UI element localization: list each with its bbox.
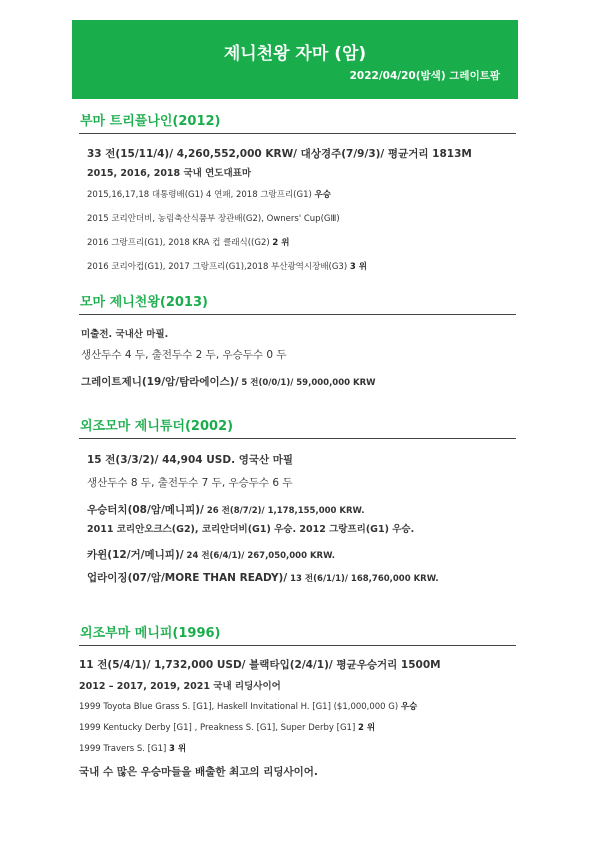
damsire-third: 1999 Travers S. [G1]	[79, 744, 167, 754]
damdam-p1-name: 우승터치(08/암/메니피)/	[87, 504, 204, 516]
damdam-p1-line	[87, 498, 364, 517]
dam-progeny-line	[81, 370, 376, 389]
dam-section	[79, 295, 516, 315]
sire-title: 부마 트리플나인(2012)	[79, 114, 516, 134]
sire-wins2: 2015 코리안더비, 농림축산식품부 장관배(G2), Owners' Cup(GⅢ)	[87, 214, 340, 224]
page-title: 제니천왕 자마 (암)	[223, 44, 367, 64]
sire-wins-tag: 우승	[314, 190, 331, 200]
sire-wins-line	[87, 188, 331, 200]
sire-award: 2015, 2016, 2018 국내 연도대표마	[87, 168, 252, 179]
sire-third-line	[87, 260, 367, 272]
damdam-produce: 생산두수 8 두, 출전두수 7 두, 우승두수 6 두	[87, 477, 293, 489]
damdam-p2-name: 카윈(12/거/메니피)/	[87, 549, 184, 561]
damsire-third-tag: 3 위	[169, 744, 187, 754]
damsire-third-line	[79, 742, 186, 754]
damsire-second-line	[79, 721, 375, 733]
damsire-second: 1999 Kentucky Derby [G1] , Preakness S. [G1], Super Derby [G1]	[79, 723, 356, 733]
damsire-wins: 1999 Toyota Blue Grass S. [G1], Haskell Invitational H. [G1] ($1,000,000 G)	[79, 702, 399, 712]
damsire-record: 11 전(5/4/1)/ 1,732,000 USD/ 블랙타입(2/4/1)/ 평균우승거리 1500M	[79, 659, 441, 671]
damsire-leading: 2012 – 2017, 2019, 2021 국내 리딩사이어	[79, 681, 281, 692]
damsire-second-tag: 2 위	[357, 723, 376, 733]
damdam-p3-line	[87, 566, 439, 585]
damsire-title: 외조부마 메니피(1996)	[79, 626, 516, 646]
damsire-wins-tag: 우승	[400, 702, 418, 712]
damsire-section	[79, 626, 516, 646]
dam-produce: 생산두수 4 두, 출전두수 2 두, 우승두수 0 두	[81, 349, 287, 361]
sire-wins: 2015,16,17,18 대통령배(G1) 4 연패, 2018 그랑프리(G1)	[87, 190, 312, 200]
dam-progeny-record: 5 전(0/0/1)/ 59,000,000 KRW	[238, 378, 376, 388]
damdam-p1-wins: 2011 코리안오크스(G2), 코리안더비(G1) 우승. 2012 그랑프리(G1) 우승.	[87, 524, 415, 535]
sire-second-tag: 2 위	[272, 238, 290, 248]
sire-third: 2016 코리아컵(G1), 2017 그랑프리(G1),2018 부산광역시장배(G3)	[87, 262, 348, 272]
sire-section	[79, 114, 516, 134]
sire-third-tag: 3 위	[349, 262, 367, 272]
damsire-summary: 국내 수 많은 우승마들을 배출한 최고의 리딩사이어.	[79, 766, 318, 778]
damdam-section	[79, 419, 516, 439]
dam-progeny-name: 그레이트제니(19/암/탐라에이스)/	[81, 376, 239, 388]
damdam-p3-record: 13 전(6/1/1)/ 168,760,000 KRW.	[287, 574, 439, 584]
dam-note: 미출전. 국내산 마필.	[81, 329, 169, 340]
page-subtitle: 2022/04/20(밤색) 그레이트팜	[349, 70, 500, 82]
sire-second: 2016 그랑프리(G1), 2018 KRA 컵 클래식((G2)	[87, 238, 270, 248]
damdam-p3-name: 업라이징(07/암/MORE THAN READY)/	[87, 572, 288, 584]
dam-title: 모마 제니천왕(2013)	[79, 295, 516, 315]
header-banner	[72, 20, 518, 99]
damdam-title: 외조모마 제니튜더(2002)	[79, 419, 516, 439]
sire-second-line	[87, 236, 289, 248]
damdam-record: 15 전(3/3/2)/ 44,904 USD. 영국산 마필	[87, 454, 294, 466]
damsire-wins-line	[79, 700, 417, 712]
damdam-p2-record: 24 전(6/4/1)/ 267,050,000 KRW.	[183, 551, 336, 561]
damdam-p2-line	[87, 543, 335, 562]
sire-record: 33 전(15/11/4)/ 4,260,552,000 KRW/ 대상경주(7/9/3)/ 평균거리 1813M	[87, 148, 472, 160]
damdam-p1-record: 26 전(8/7/2)/ 1,178,155,000 KRW.	[203, 506, 365, 516]
